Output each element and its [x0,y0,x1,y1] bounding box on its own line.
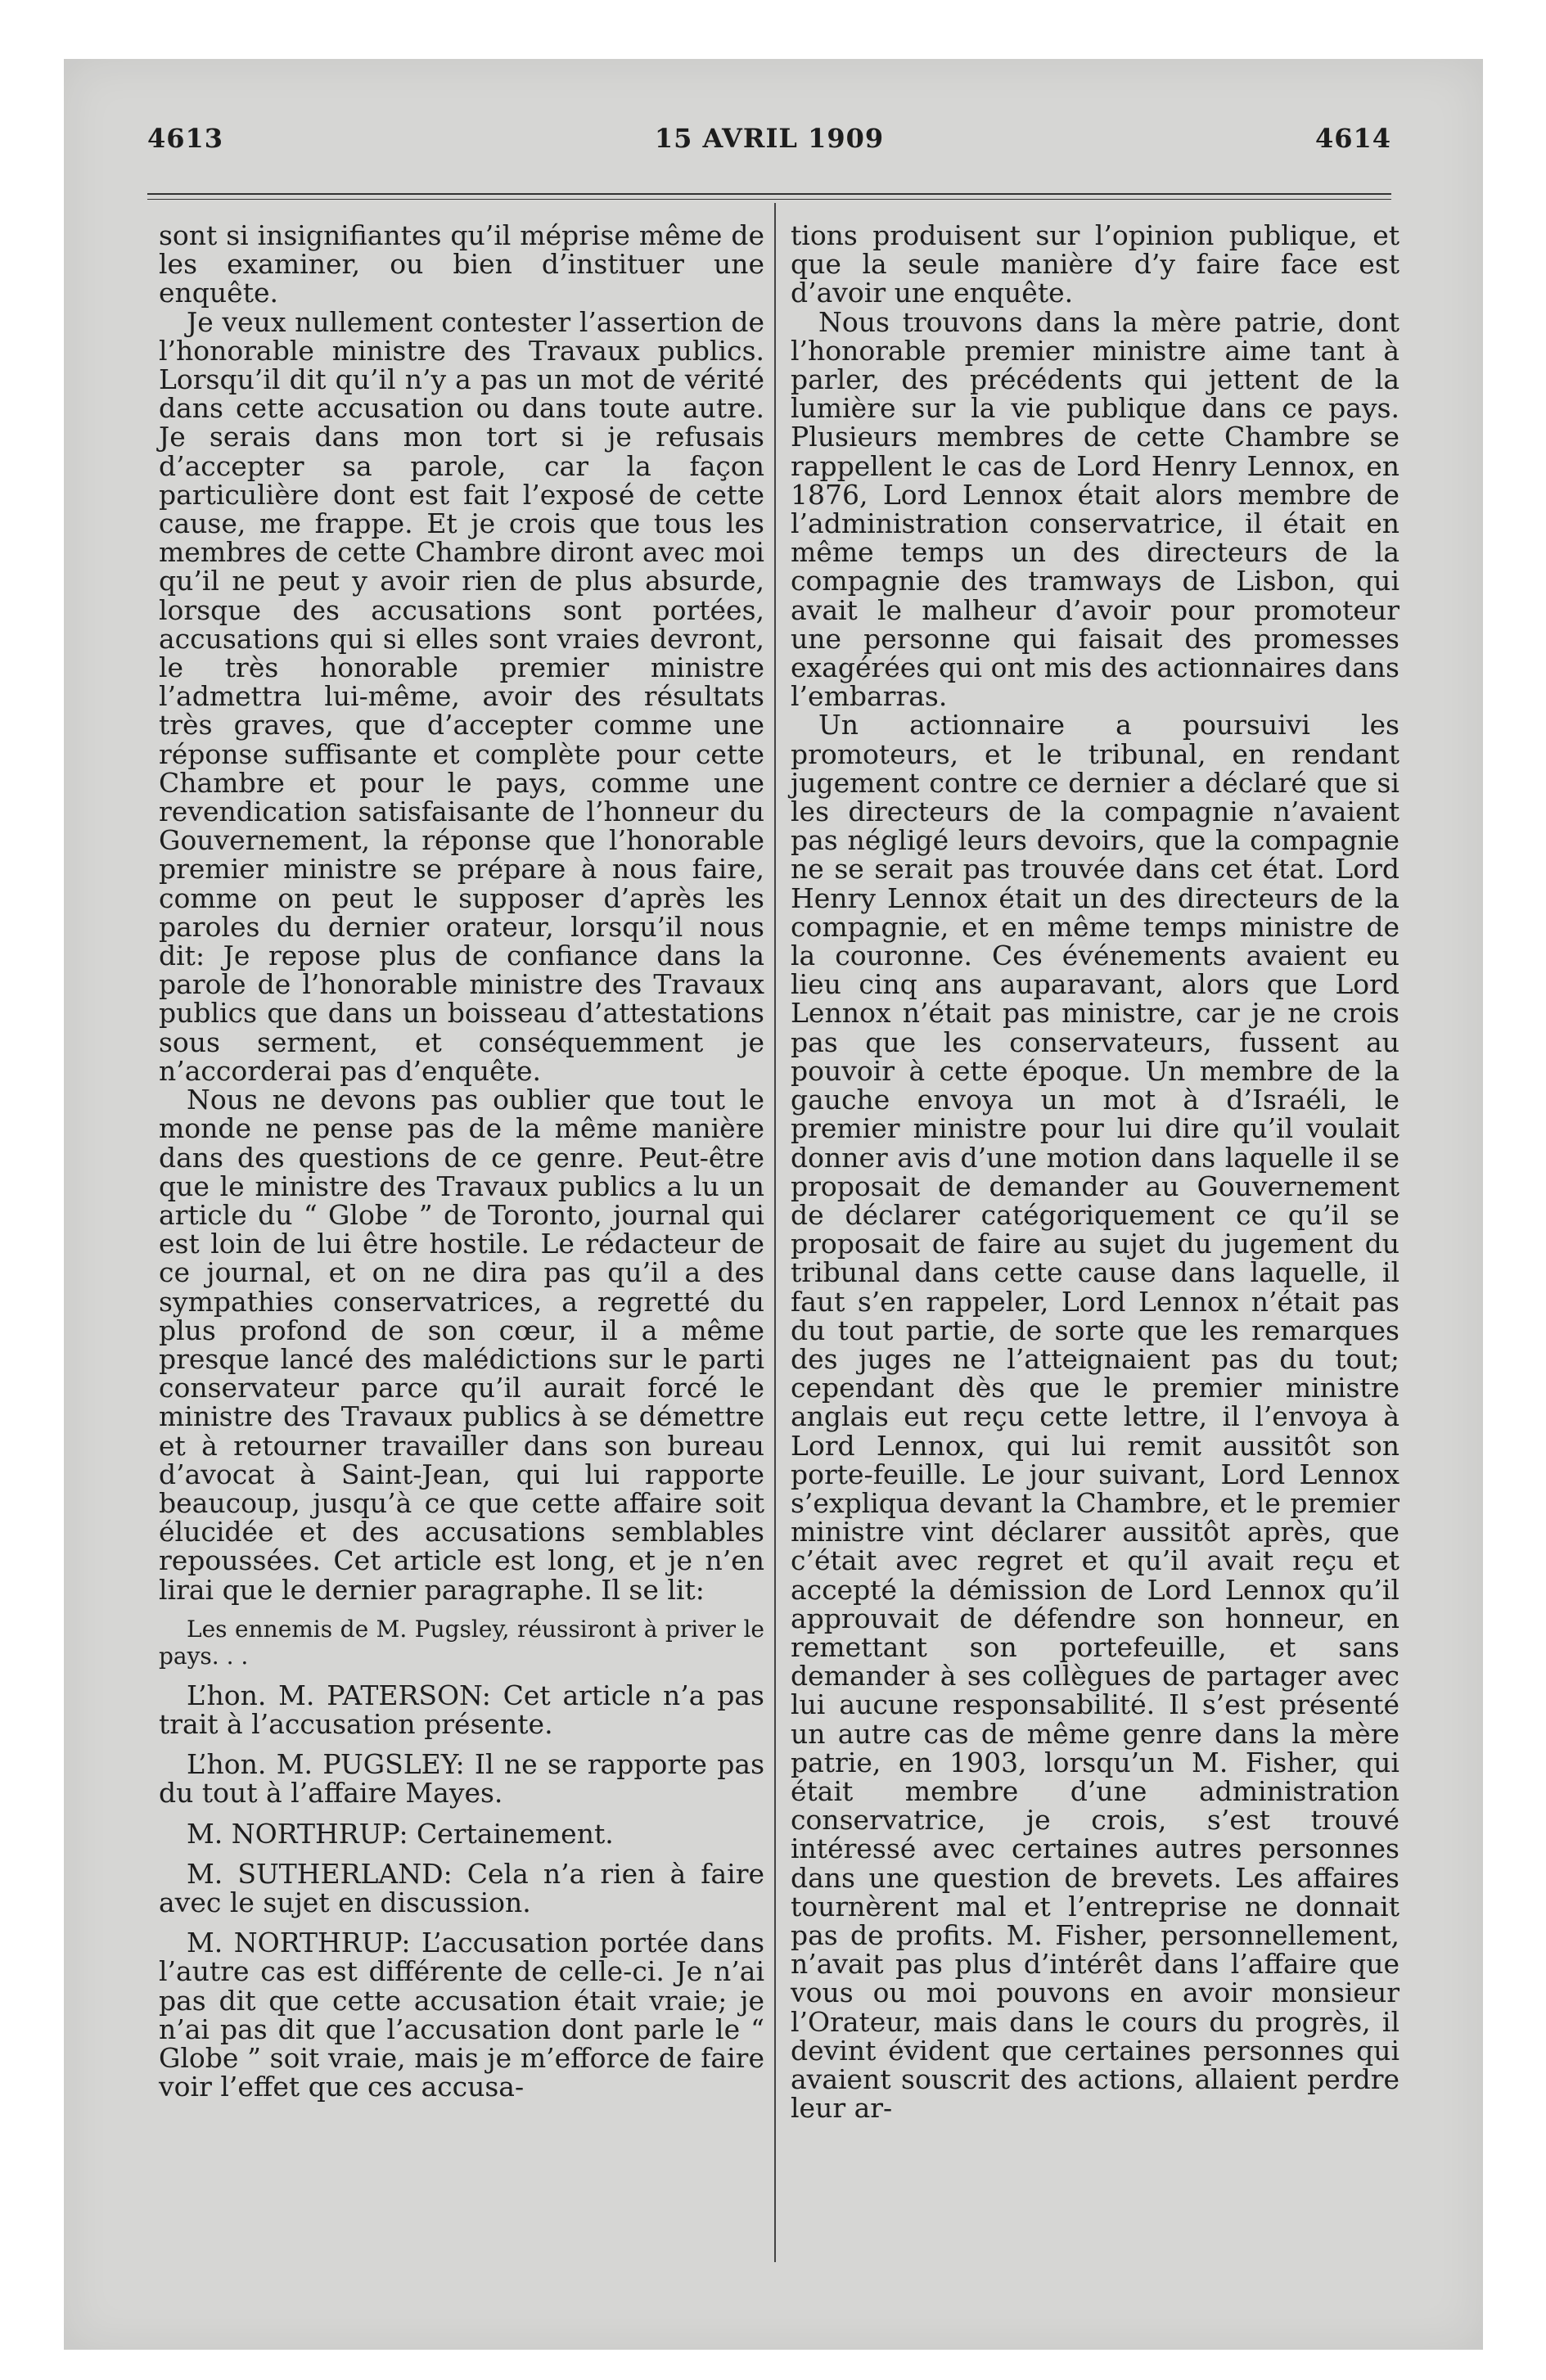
paragraph: sont si insignifiantes qu’il méprise même de les examiner, ou bien d’instituer une enquête. [159,219,764,309]
paragraph: Un actionnaire a poursuivi les promoteurs, et le tribunal, en rendant jugement contre ce dernier a déclaré que si les directeurs de la compagnie n’avaient pas négligé leurs devoirs, que la compagnie ne se serait pas trouvée dans cet état. Lord Henry Lennox était un des directeurs de la compagnie, et en même temps ministre de la couronne. Ces événements avaient eu lieu cinq ans auparavant, alors que Lord Lennox n’était pas ministre, car je ne crois pas que les conservateurs, fussent au pouvoir à cette époque. Un membre de la gauche envoya un mot à d’Israéli, le premier ministre pour lui dire qu’il voulait donner avis d’une motion dans laquelle il se proposait de demander au Gouvernement de déclarer catégoriquement ce qu’il se proposait de faire au sujet du jugement du tribunal dans cette cause dans laquelle, il faut s’en rappeler, Lord Lennox n’était pas du tout partie, de sorte que les remarques des juges ne l’atteignaient pas du tout; cependant dès que le premier ministre anglais eut reçu cette lettre, il l’envoya à Lord Lennox, qui lui remit aussitôt son porte-feuille. Le jour suivant, Lord Lennox s’expliqua devant la Chambre, et le premier ministre vint déclarer aussitôt après, que c’était avec regret et qu’il avait reçu et accepté la démission de Lord Lennox qu’il approuvait de défendre son honneur, en remettant son portefeuille, et sans demander à ses collègues de partager avec lui aucune responsabilité. Il s’est présenté un autre cas de même genre dans la mère patrie, en 1903, lorsqu’un M. Fisher, qui était membre d’une administration conservatrice, je crois, s’est trouvé intéressé avec certaines autres personnes dans une question de brevets. Les affaires tournèrent mal et l’entreprise ne donnait pas de profits. M. Fisher, personnellement, n’avait pas plus d’intérêt dans l’affaire que vous ou moi pouvons en avoir monsieur l’Orateur, mais dans le cours du progrès, il devint évident que certaines personnes qui avaient souscrit des actions, allaient perdre leur ar- [791,709,1400,2125]
column-divider [774,203,776,2262]
speech-sutherland: M. SUTHERLAND: Cela n’a rien à faire avec le sujet en discussion. [159,1857,764,1918]
speech-pugsley: L’hon. M. PUGSLEY: Il ne se rapporte pas du tout à l’affaire Mayes. [159,1748,764,1810]
header-rule [147,193,1391,200]
paragraph: tions produisent sur l’opinion publique, et que la seule manière d’y faire face est d’avoir une enquête. [791,219,1400,309]
left-column [159,221,764,2101]
right-column [791,219,1400,2125]
quoted-excerpt: Les ennemis de M. Pugsley, réussiront à priver le pays. . . [159,1615,764,1670]
paragraph: Je veux nullement contester l’assertion de l’honorable ministre des Travaux publics. Lorsqu’il dit qu’il n’y a pas un mot de vérité dans cette accusation ou dans toute autre. Je serais dans mon tort si je refusais d’accepter sa parole, car la façon particulière dont est fait l’exposé de cette cause, me frappe. Et je crois que tous les membres de cette Chambre diront avec moi qu’il ne peut y avoir rien de plus absurde, lorsque des accusations sont portées, accusations qui si elles sont vraies devront, le très honorable premier ministre l’admettra lui-même, avoir des résultats très graves, que d’accepter comme une réponse suffisante et complète pour cette Chambre et pour le pays, comme une revendication satisfaisante de l’honneur du Gouvernement, la réponse que l’honorable premier ministre se prépare à nous faire, comme on peut le supposer d’après les paroles du dernier orateur, lorsqu’il nous dit: Je repose plus de confiance dans la parole de l’honorable ministre des Travaux publics que dans un boisseau d’attestations sous serment, et conséquemment je n’accorderai pas d’enquête. [159,305,764,1087]
speech-paterson: L’hon. M. PATERSON: Cet article n’a pas trait à l’accusation présente. [159,1679,764,1740]
page-number-right: 4614 [1314,123,1391,154]
page-date: 15 AVRIL 1909 [654,123,885,154]
paragraph: Nous ne devons pas oublier que tout le monde ne pense pas de la même manière dans des questions de ce genre. Peut-être que le ministre des Travaux publics a lu un article du “ Globe ” de Toronto, journal qui est loin de lui être hostile. Le rédacteur de ce journal, et on ne dira pas qu’il a des sympathies conservatrices, a regretté du plus profond de son cœur, il a même presque lancé des malédictions sur le parti conservateur parce qu’il aurait forcé le ministre des Travaux publics à se démettre et à retourner travailler dans son bureau d’avocat à Saint-Jean, qui lui rapporte beaucoup, jusqu’à ce que cette affaire soit élucidée et des accusations semblables repoussées. Cet article est long, et je n’en lirai que le dernier paragraphe. Il se lit: [159,1084,764,1606]
page-header [147,115,1391,164]
paragraph: Nous trouvons dans la mère patrie, dont l’honorable premier ministre aime tant à parler, des précédents qui jettent de la lumière sur la vie publique dans ce pays. Plusieurs membres de cette Chambre se rappellent le cas de Lord Henry Lennox, en 1876, Lord Lennox était alors membre de l’administration conservatrice, il était en même temps un des directeurs de la compagnie des tramways de Lisbon, qui avait le malheur d’avoir pour promoteur une personne qui faisait des promesses exagérées qui ont mis des actionnaires dans l’embarras. [791,305,1400,713]
page-number-left: 4613 [147,123,224,154]
speech-northrup: M. NORTHRUP: Certainement. [187,1817,614,1850]
speech-northrup: M. NORTHRUP: L’accusation portée dans l’autre cas est différente de celle-ci. Je n’ai pas dit que cette accusation était vraie; je n’ai pas dit que l’accusation dont parle le “ Globe ” soit vraie, mais je m’efforce de faire voir l’effet que ces accusa- [159,1927,764,2103]
